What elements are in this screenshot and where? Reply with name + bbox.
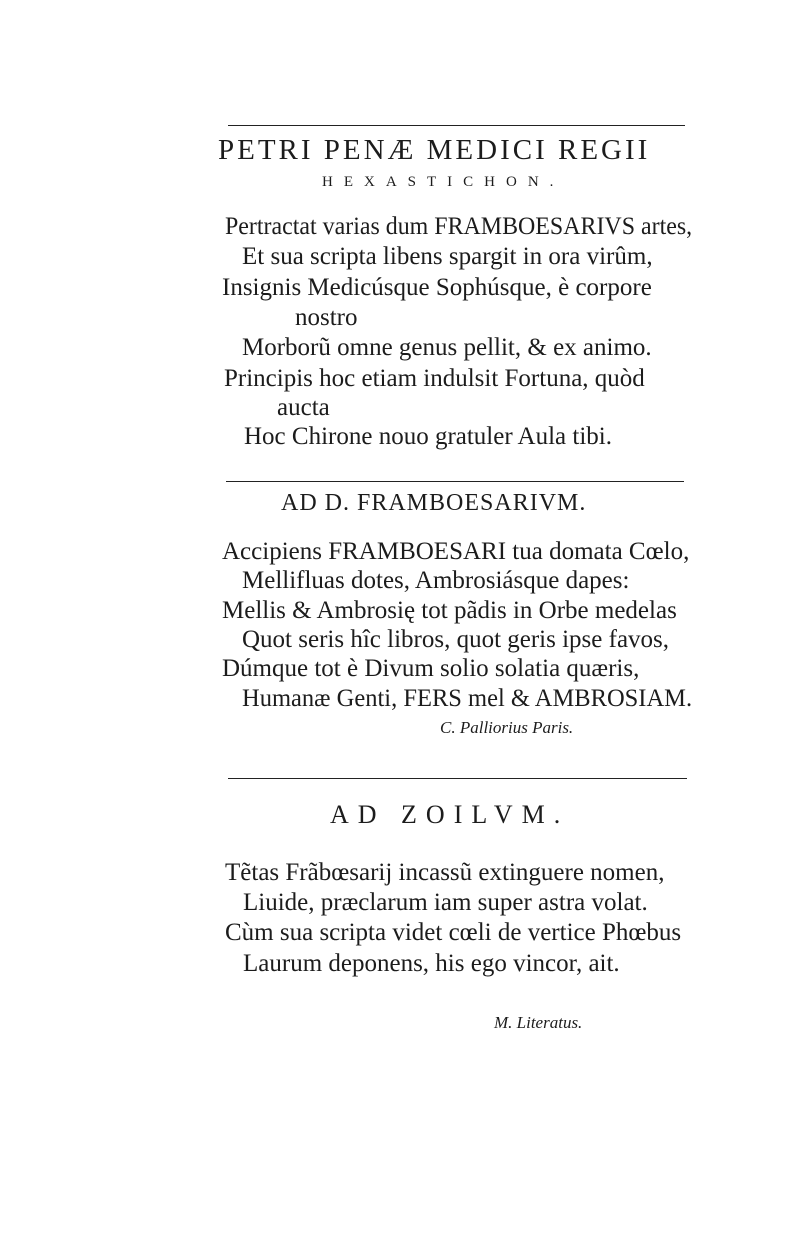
poem1-line: Insignis Medicúsque Sophúsque, è corpore [222, 274, 652, 301]
poem2-line: Mellis & Ambrosię tot pãdis in Orbe medelas [222, 597, 677, 624]
poem1-title: PETRI PENÆ MEDICI REGII [218, 134, 651, 166]
section-rule [226, 481, 684, 482]
poem3-line: Laurum deponens, his ego vincor, ait. [243, 950, 620, 977]
poem2-line: Accipiens FRAMBOESARI tua domata Cœlo, [222, 538, 690, 565]
poem1-line: Pertractat varias dum FRAMBOESARIVS artes, [225, 213, 693, 240]
poem1-line: aucta [277, 394, 330, 421]
poem1-subtitle: HEXASTICHON. [322, 174, 565, 190]
poem2-line: Mellifluas dotes, Ambrosiásque dapes: [242, 567, 630, 594]
poem2-title: AD D. FRAMBOESARIVM. [281, 490, 587, 516]
poem3-signature: M. Literatus. [494, 1013, 583, 1032]
poem1-line: Hoc Chirone nouo gratuler Aula tibi. [244, 423, 612, 450]
poem1-line: Principis hoc etiam indulsit Fortuna, quòd [224, 365, 645, 392]
poem3-line: Liuide, præclarum iam super astra volat. [243, 889, 648, 916]
poem3-line: Tẽtas Frãbœsarij incassũ extinguere nomen, [225, 859, 665, 886]
poem2-line: Dúmque tot è Divum solio solatia quæris, [222, 655, 640, 682]
poem1-line: Morborũ omne genus pellit, & ex animo. [242, 334, 652, 361]
poem2-signature: C. Palliorius Paris. [440, 718, 574, 737]
poem1-line: nostro [295, 304, 358, 331]
poem1-line: Et sua scripta libens spargit in ora virûm, [242, 243, 653, 270]
poem3-line: Cùm sua scripta videt cœli de vertice Phœbus [225, 919, 682, 946]
section-rule [228, 778, 687, 779]
poem3-title: AD ZOILVM. [330, 800, 570, 829]
top-rule [228, 125, 685, 126]
poem2-line: Humanæ Genti, FERS mel & AMBROSIAM. [242, 685, 693, 712]
poem2-line: Quot seris hîc libros, quot geris ipse favos, [242, 626, 670, 653]
